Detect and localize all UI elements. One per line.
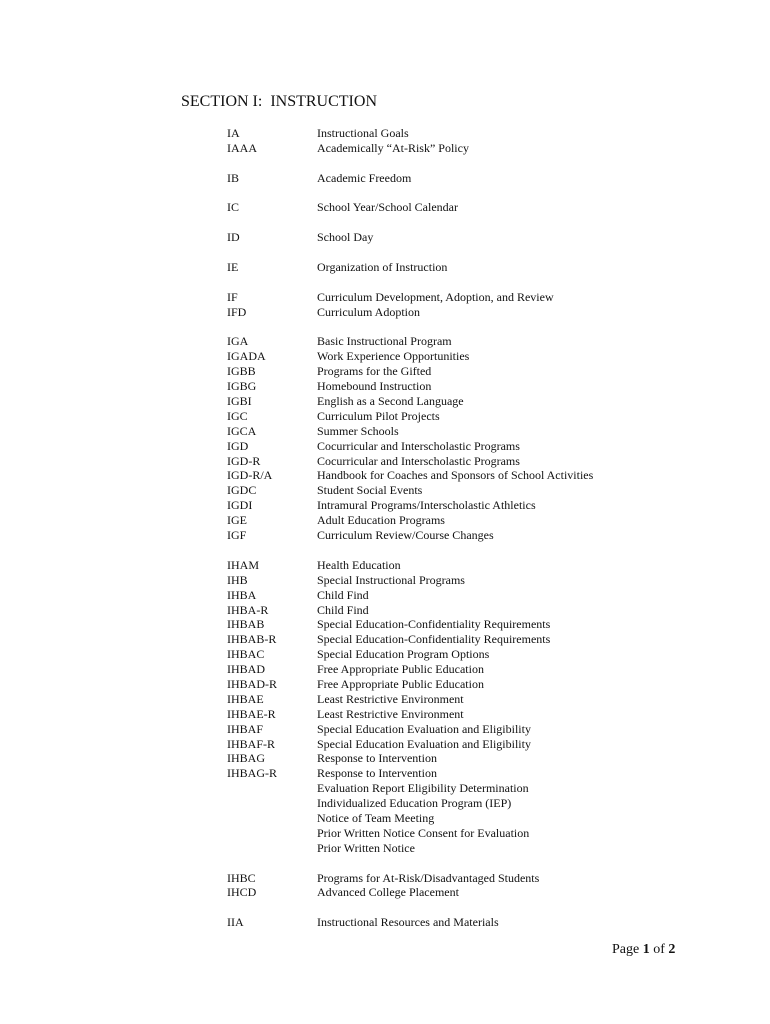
policy-title: Curriculum Development, Adoption, and Review: [317, 289, 554, 304]
policy-row: [227, 662, 747, 677]
policy-row: [227, 722, 747, 737]
policy-code: IGD-R/A: [227, 468, 273, 483]
page-word: Page: [612, 942, 640, 957]
policy-row: [227, 260, 747, 275]
policy-code: IGADA: [227, 349, 266, 364]
policy-title: Curriculum Review/Course Changes: [317, 528, 494, 543]
policy-row: [227, 468, 747, 483]
policy-row: [227, 841, 747, 856]
policy-row: [227, 424, 747, 439]
policy-code: IC: [227, 200, 239, 215]
policy-index: [227, 126, 747, 945]
policy-row: [227, 290, 747, 305]
policy-code: IGCA: [227, 423, 257, 438]
policy-title: Free Appropriate Public Education: [317, 662, 484, 677]
policy-row: [227, 528, 747, 543]
policy-code: IHBAE-R: [227, 706, 276, 721]
policy-code: IHBAF-R: [227, 736, 276, 751]
policy-row: [227, 707, 747, 722]
policy-group: [227, 171, 747, 186]
policy-code: [227, 796, 317, 811]
policy-code: IHB: [227, 572, 248, 587]
policy-row: [227, 766, 747, 781]
policy-code: IHBA-R: [227, 602, 269, 617]
policy-code: IHBAE: [227, 691, 264, 706]
policy-group: [227, 915, 747, 930]
policy-title: Instructional Resources and Materials: [317, 915, 499, 930]
policy-title: Special Education Evaluation and Eligibility: [317, 721, 531, 736]
policy-title: Work Experience Opportunities: [317, 349, 470, 364]
policy-title: Homebound Instruction: [317, 379, 432, 394]
policy-title: Cocurricular and Interscholastic Programs: [317, 438, 520, 453]
policy-row: [227, 647, 747, 662]
policy-title: Special Instructional Programs: [317, 572, 465, 587]
policy-code: IGC: [227, 408, 248, 423]
page-number: [612, 942, 675, 958]
policy-code: IHBAB-R: [227, 632, 277, 647]
policy-row: [227, 230, 747, 245]
policy-title: Special Education Evaluation and Eligibility: [317, 736, 531, 751]
policy-row: [227, 349, 747, 364]
policy-row: [227, 171, 747, 186]
policy-group: [227, 334, 747, 542]
policy-row: [227, 305, 747, 320]
policy-title: Evaluation Report Eligibility Determination: [317, 781, 529, 796]
policy-row: [227, 796, 747, 811]
section-heading: SECTION I: INSTRUCTION: [181, 93, 377, 110]
policy-title: Programs for the Gifted: [317, 364, 432, 379]
policy-title: Intramural Programs/Interscholastic Athletics: [317, 498, 536, 513]
current-page: 1: [642, 942, 650, 957]
policy-title: Response to Intervention: [317, 766, 437, 781]
policy-title: Basic Instructional Program: [317, 334, 452, 349]
policy-row: [227, 394, 747, 409]
policy-row: [227, 513, 747, 528]
policy-title: Handbook for Coaches and Sponsors of School Activities: [317, 468, 594, 483]
policy-row: [227, 379, 747, 394]
policy-title: Prior Written Notice: [317, 840, 415, 855]
policy-row: [227, 558, 747, 573]
policy-group: [227, 126, 747, 156]
policy-code: [227, 811, 317, 826]
policy-title: English as a Second Language: [317, 394, 464, 409]
policy-code: IHBAB: [227, 617, 265, 632]
policy-group: [227, 871, 747, 901]
policy-code: IHBAG-R: [227, 766, 277, 781]
of-word: of: [653, 942, 665, 957]
policy-code: IHBAF: [227, 721, 264, 736]
policy-row: [227, 483, 747, 498]
policy-title: Prior Written Notice Consent for Evaluation: [317, 825, 530, 840]
policy-code: IHBAD-R: [227, 676, 277, 691]
policy-code: IAAA: [227, 140, 257, 155]
policy-row: [227, 915, 747, 930]
policy-row: [227, 409, 747, 424]
policy-row: [227, 632, 747, 647]
policy-code: IHAM: [227, 557, 259, 572]
policy-code: IFD: [227, 304, 247, 319]
policy-row: [227, 781, 747, 796]
policy-title: Programs for At-Risk/Disadvantaged Students: [317, 870, 540, 885]
policy-row: [227, 439, 747, 454]
policy-code: [227, 841, 317, 856]
policy-row: [227, 141, 747, 156]
policy-title: Academically “At-Risk” Policy: [317, 140, 469, 155]
policy-code: IHBA: [227, 587, 257, 602]
policy-code: IGBG: [227, 379, 257, 394]
policy-row: [227, 573, 747, 588]
policy-title: Free Appropriate Public Education: [317, 676, 484, 691]
policy-code: IHBAD: [227, 662, 265, 677]
policy-code: IB: [227, 170, 239, 185]
policy-code: IGBB: [227, 364, 256, 379]
policy-row: [227, 454, 747, 469]
policy-code: IE: [227, 260, 239, 275]
policy-title: Notice of Team Meeting: [317, 810, 435, 825]
policy-code: [227, 826, 317, 841]
policy-title: Summer Schools: [317, 423, 399, 438]
policy-code: IGE: [227, 513, 247, 528]
policy-title: Individualized Education Program (IEP): [317, 796, 512, 811]
policy-code: IF: [227, 289, 238, 304]
policy-title: Response to Intervention: [317, 751, 437, 766]
policy-code: IGF: [227, 528, 247, 543]
policy-code: IGDC: [227, 483, 257, 498]
policy-row: [227, 200, 747, 215]
policy-code: IHBAC: [227, 647, 265, 662]
policy-title: Organization of Instruction: [317, 260, 448, 275]
policy-row: [227, 737, 747, 752]
policy-title: Instructional Goals: [317, 126, 409, 140]
policy-row: [227, 811, 747, 826]
policy-row: [227, 498, 747, 513]
policy-code: IA: [227, 126, 240, 140]
policy-title: Cocurricular and Interscholastic Programs: [317, 453, 520, 468]
policy-row: [227, 603, 747, 618]
policy-title: School Year/School Calendar: [317, 200, 458, 215]
policy-row: [227, 885, 747, 900]
policy-row: [227, 871, 747, 886]
policy-code: IGD: [227, 438, 249, 453]
policy-code: IIA: [227, 915, 244, 930]
policy-row: [227, 692, 747, 707]
policy-title: Adult Education Programs: [317, 513, 445, 528]
policy-title: Child Find: [317, 587, 369, 602]
policy-row: [227, 364, 747, 379]
policy-code: IGBI: [227, 394, 252, 409]
policy-row: [227, 826, 747, 841]
policy-group: [227, 260, 747, 275]
policy-code: IGA: [227, 334, 249, 349]
policy-row: [227, 677, 747, 692]
policy-title: Special Education Program Options: [317, 647, 490, 662]
policy-title: Least Restrictive Environment: [317, 691, 464, 706]
policy-code: IHBC: [227, 870, 256, 885]
policy-group: [227, 200, 747, 215]
policy-code: [227, 781, 317, 796]
policy-row: [227, 588, 747, 603]
policy-title: Curriculum Adoption: [317, 304, 420, 319]
policy-code: IGD-R: [227, 453, 261, 468]
policy-group: [227, 558, 747, 856]
policy-title: Curriculum Pilot Projects: [317, 408, 440, 423]
policy-title: Health Education: [317, 557, 401, 572]
policy-title: Least Restrictive Environment: [317, 706, 464, 721]
policy-title: Student Social Events: [317, 483, 423, 498]
policy-title: Child Find: [317, 602, 369, 617]
policy-row: [227, 334, 747, 349]
policy-title: Special Education-Confidentiality Requirements: [317, 632, 551, 647]
policy-group: [227, 290, 747, 320]
policy-row: [227, 617, 747, 632]
policy-title: School Day: [317, 230, 374, 245]
policy-row: [227, 126, 747, 141]
policy-code: IHCD: [227, 885, 257, 900]
policy-code: IGDI: [227, 498, 253, 513]
policy-code: IHBAG: [227, 751, 265, 766]
policy-title: Advanced College Placement: [317, 885, 459, 900]
total-pages: 2: [668, 942, 676, 957]
policy-group: [227, 230, 747, 245]
policy-code: ID: [227, 230, 240, 245]
policy-row: [227, 751, 747, 766]
policy-title: Academic Freedom: [317, 170, 412, 185]
policy-title: Special Education-Confidentiality Requirements: [317, 617, 551, 632]
